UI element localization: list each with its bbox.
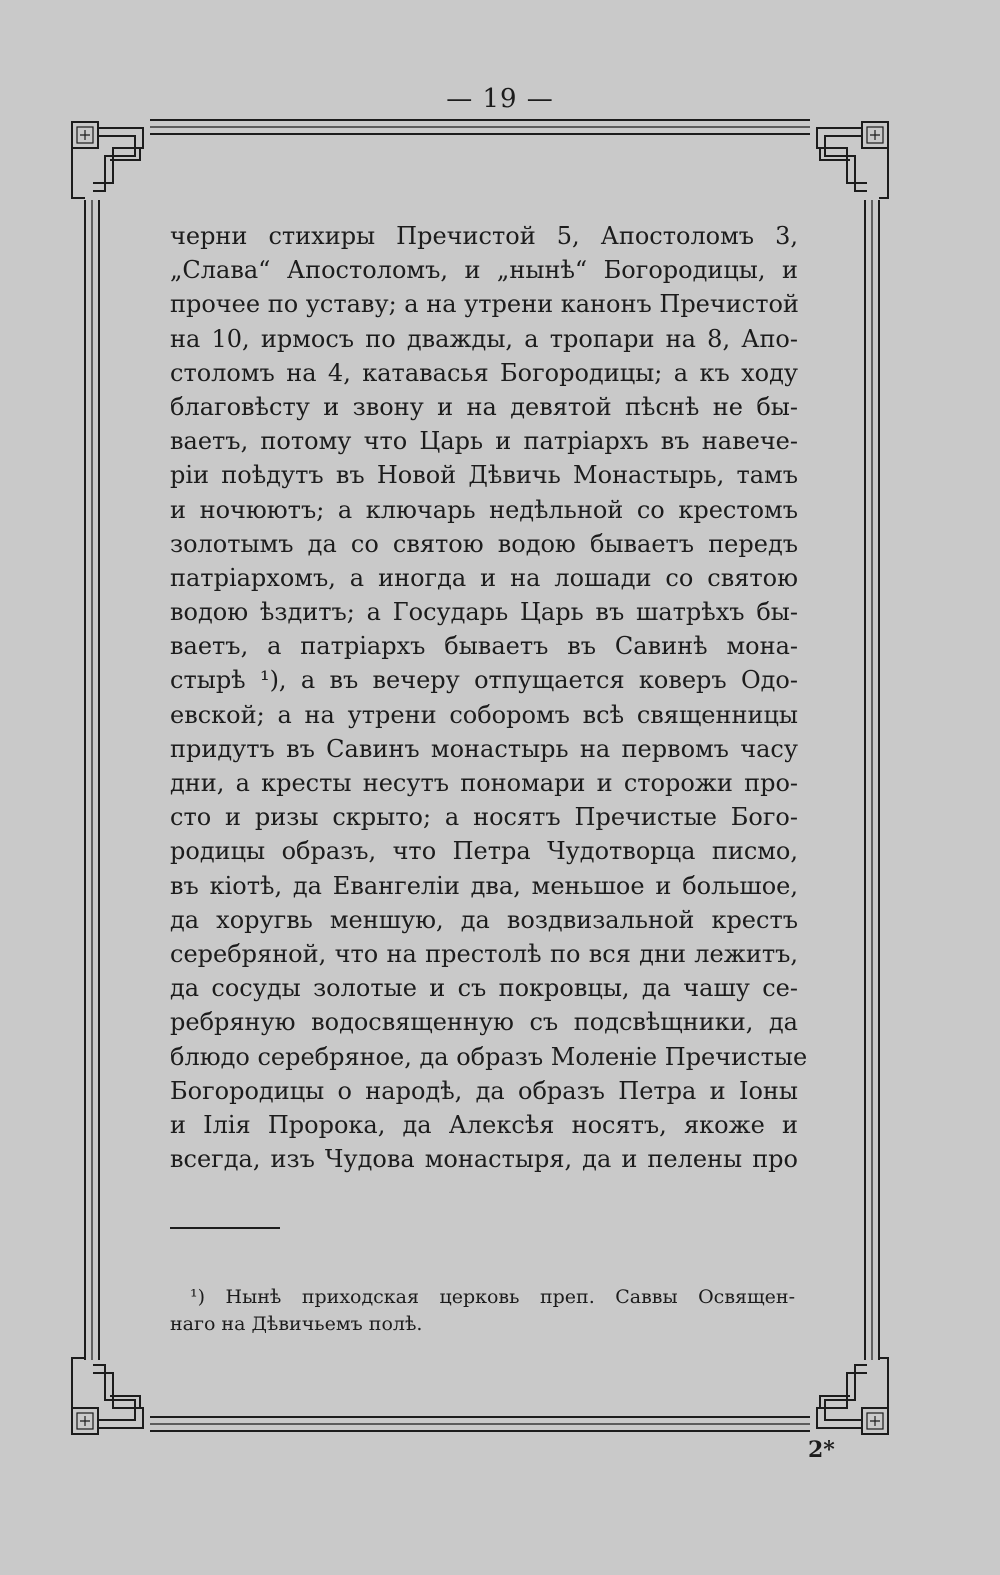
text-line: благовѣсту и звону и на девятой пѣснѣ не бы-: [170, 392, 798, 421]
text-line: золотымъ да со святою водою бываетъ передъ: [170, 529, 798, 558]
text-line: евской; а на утрени соборомъ всѣ священницы: [170, 700, 798, 729]
text-line: да сосуды золотые и съ покровцы, да чашу се-: [170, 974, 798, 1003]
text-line: водою ѣздитъ; а Государь Царь въ шатрѣхъ бы-: [170, 598, 798, 627]
footnote-line: наго на Дѣвичьемъ полѣ.: [170, 1313, 423, 1335]
corner-ornament-bottom-left: [72, 1358, 143, 1434]
text-line: Богородицы о народѣ, да образъ Петра и Іоны: [170, 1076, 798, 1105]
printer-signature-mark: 2*: [808, 1437, 835, 1463]
text-line: дни, а кресты несутъ пономари и сторожи про-: [170, 769, 798, 797]
corner-ornament-top-left: [72, 122, 143, 198]
text-line: и ночюютъ; а ключарь недѣльной со крестомъ: [170, 495, 798, 524]
text-line: патріархомъ, а иногда и на лошади со святою: [170, 563, 798, 592]
page-number: — 19 —: [446, 84, 554, 114]
text-line: серебряной, что на престолѣ по вся дни лежитъ,: [170, 939, 798, 968]
text-line: черни стихиры Пречистой 5, Апостоломъ 3,: [170, 222, 798, 250]
text-line: родицы образъ, что Петра Чудотворца писмо,: [170, 837, 798, 866]
text-line: стырѣ ¹), а въ вечеру отпущается коверъ Одо-: [170, 666, 798, 695]
text-line: ребряную водосвященную съ подсвѣщники, да: [170, 1008, 798, 1037]
footnote-line: ¹) Нынѣ приходская церковь преп. Саввы Освящен-: [190, 1286, 795, 1308]
text-line: прочее по уставу; а на утрени канонъ Пречистой: [170, 290, 799, 319]
text-line: столомъ на 4, катавасья Богородицы; а къ ходу: [170, 358, 798, 387]
text-line: на 10, ирмосъ по дважды, а тропари на 8, Апо-: [170, 324, 798, 353]
text-line: да хоругвь меншую, да воздвизальной крестъ: [170, 905, 798, 934]
text-line: и Ілія Пророка, да Алексѣя носятъ, якоже и: [170, 1110, 798, 1139]
text-line: ваетъ, потому что Царь и патріархъ въ навече-: [170, 427, 798, 456]
body-text: [170, 219, 808, 1176]
text-line: ваетъ, а патріархъ бываетъ въ Савинѣ мона-: [170, 632, 798, 661]
text-line: всегда, изъ Чудова монастыря, да и пелены про: [170, 1145, 798, 1174]
corner-ornament-top-right: [817, 122, 888, 198]
text-line: ріи поѣдутъ въ Новой Дѣвичь Монастырь, тамъ: [170, 461, 798, 490]
text-line: сто и ризы скрыто; а носятъ Пречистые Бого-: [170, 803, 798, 832]
text-line: придутъ въ Савинъ монастырь на первомъ часу: [170, 734, 798, 763]
footnote: [170, 1284, 795, 1338]
footnote-separator: [170, 1227, 280, 1229]
text-line: „Слава“ Апостоломъ, и „нынѣ“ Богородицы, и: [170, 256, 798, 285]
corner-ornament-bottom-right: [817, 1358, 888, 1434]
text-line: въ кіотѣ, да Евангеліи два, меньшое и большое,: [170, 871, 798, 900]
text-line: блюдо серебряное, да образъ Моленіе Пречистые: [170, 1042, 808, 1071]
